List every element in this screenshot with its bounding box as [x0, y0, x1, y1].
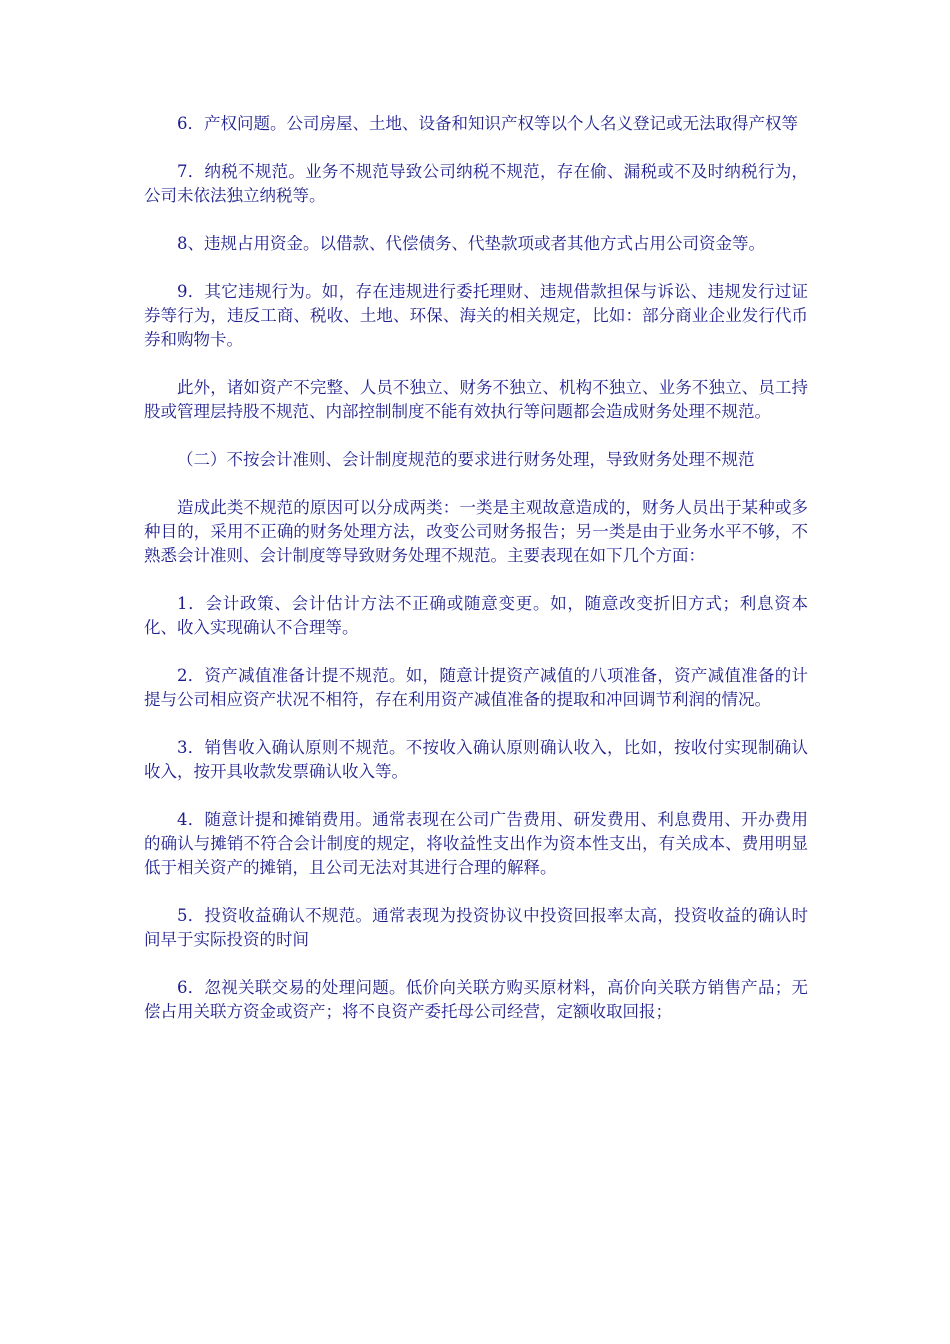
document-body: [144, 112, 808, 1048]
paragraph-expense-amortization: 4．随意计提和摊销费用。通常表现在公司广告费用、研发费用、利息费用、开办费用的确认与摊销不符合会计制度的规定，将收益性支出作为资本性支出，有关成本、费用明显低于相关资产的摊销，且公司无法对其进行合理的解释。: [144, 810, 808, 877]
paragraph-causes: 造成此类不规范的原因可以分成两类：一类是主观故意造成的，财务人员出于某种或多种目的，采用不正确的财务处理方法，改变公司财务报告；另一类是由于业务水平不够，不熟悉会计准则、会计制度等导致财务处理不规范。主要表现在如下几个方面：: [144, 498, 808, 565]
paragraph-additionally: 此外，诸如资产不完整、人员不独立、财务不独立、机构不独立、业务不独立、员工持股或管理层持股不规范、内部控制制度不能有效执行等问题都会造成财务处理不规范。: [144, 378, 808, 421]
paragraph-tax-irregularity: 7．纳税不规范。业务不规范导致公司纳税不规范，存在偷、漏税或不及时纳税行为，公司未依法独立纳税等。: [144, 162, 808, 205]
paragraph-fund-occupation: 8、违规占用资金。以借款、代偿债务、代垫款项或者其他方式占用公司资金等。: [177, 234, 765, 253]
section-heading-accounting-standards: （二）不按会计准则、会计制度规范的要求进行财务处理，导致财务处理不规范: [177, 450, 755, 469]
paragraph-impairment-provision: 2．资产减值准备计提不规范。如，随意计提资产减值的八项准备，资产减值准备的计提与公司相应资产状况不相符，存在利用资产减值准备的提取和冲回调节利润的情况。: [144, 666, 808, 709]
paragraph-property-rights: 6．产权问题。公司房屋、土地、设备和知识产权等以个人名义登记或无法取得产权等: [177, 114, 798, 133]
paragraph-accounting-policy: 1．会计政策、会计估计方法不正确或随意变更。如，随意改变折旧方式；利息资本化、收入实现确认不合理等。: [144, 594, 808, 637]
paragraph-revenue-recognition: 3．销售收入确认原则不规范。不按收入确认原则确认收入，比如，按收付实现制确认收入，按开具收款发票确认收入等。: [144, 738, 808, 781]
paragraph-related-party: 6．忽视关联交易的处理问题。低价向关联方购买原材料，高价向关联方销售产品；无偿占用关联方资金或资产；将不良资产委托母公司经营，定额收取回报；: [144, 978, 808, 1021]
paragraph-other-violations: 9．其它违规行为。如，存在违规进行委托理财、违规借款担保与诉讼、违规发行过证券等行为，违反工商、税收、土地、环保、海关的相关规定，比如：部分商业企业发行代币券和购物卡。: [144, 282, 808, 349]
paragraph-investment-income: 5．投资收益确认不规范。通常表现为投资协议中投资回报率太高，投资收益的确认时间早于实际投资的时间: [144, 906, 808, 949]
